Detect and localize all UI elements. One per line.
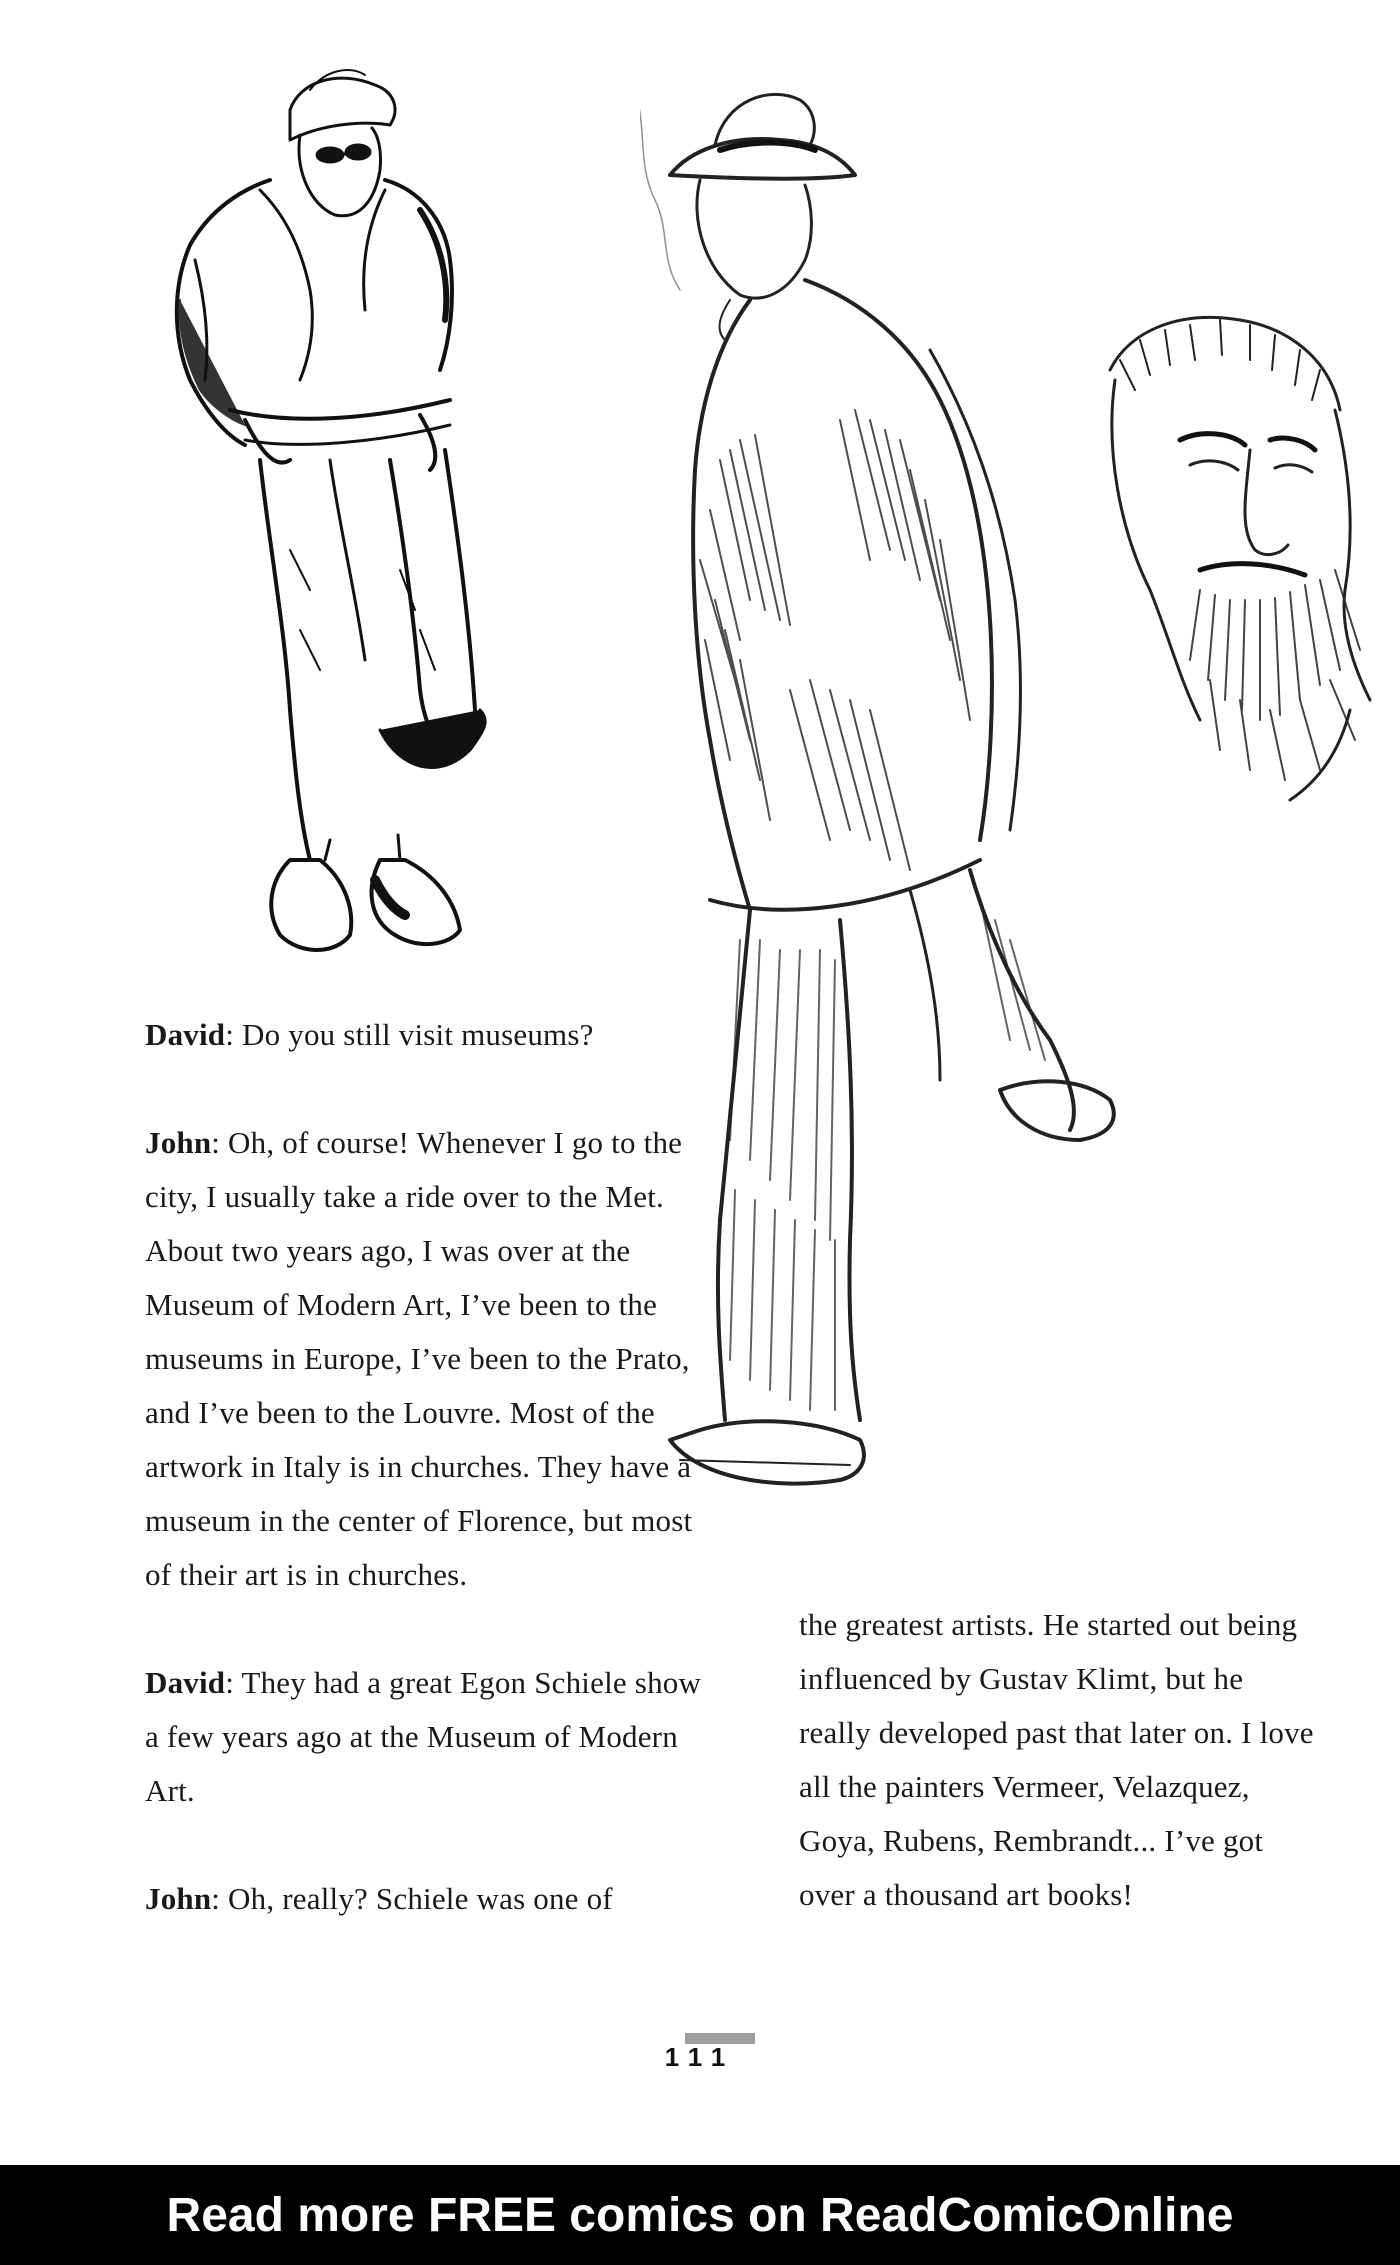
speaker-name: John: [145, 1881, 212, 1916]
interview-line-1: [145, 1008, 705, 1062]
interview-text: : Oh, really? Schiele was one of: [211, 1881, 613, 1916]
speaker-name: David: [145, 1017, 226, 1052]
interview-text: : Oh, of course! Whenever I go to the city, I usually take a ride over to the Met. About two years ago, I was over at the Museum of Modern Art, I’ve been to the museums in Europe, I’ve been to the Prato, and I’ve been to the Louvre. Most of the artwork in Italy is in churches. They have a museum in the center of Florence, but most of their art is in churches.: [145, 1125, 693, 1592]
page-number: 111: [664, 2042, 736, 2072]
interview-line-2: [145, 1116, 705, 1602]
interview-line-3: [145, 1656, 705, 1818]
interview-line-4: [145, 1872, 705, 1926]
interview-text: : They had a great Egon Schiele show a few years ago at the Museum of Modern Art.: [145, 1665, 702, 1808]
promo-banner[interactable]: [0, 2165, 1400, 2265]
standing-man-sketch: [150, 30, 530, 1010]
interview-right-column: [799, 1598, 1319, 1922]
speaker-name: David: [145, 1665, 226, 1700]
speaker-name: John: [145, 1125, 212, 1160]
interview-text: : Do you still visit museums?: [225, 1017, 594, 1052]
promo-banner-text[interactable]: Read more FREE comics on ReadComicOnline: [166, 2188, 1234, 2242]
interview-left-column: [145, 1008, 705, 1926]
bearded-head-sketch: [1090, 300, 1380, 830]
interview-continuation: the greatest artists. He started out being influenced by Gustav Klimt, but he really developed past that later on. I love all the painters Vermeer, Velazquez, Goya, Rubens, Rembrandt... I’ve got over a thousand art books!: [799, 1607, 1314, 1912]
